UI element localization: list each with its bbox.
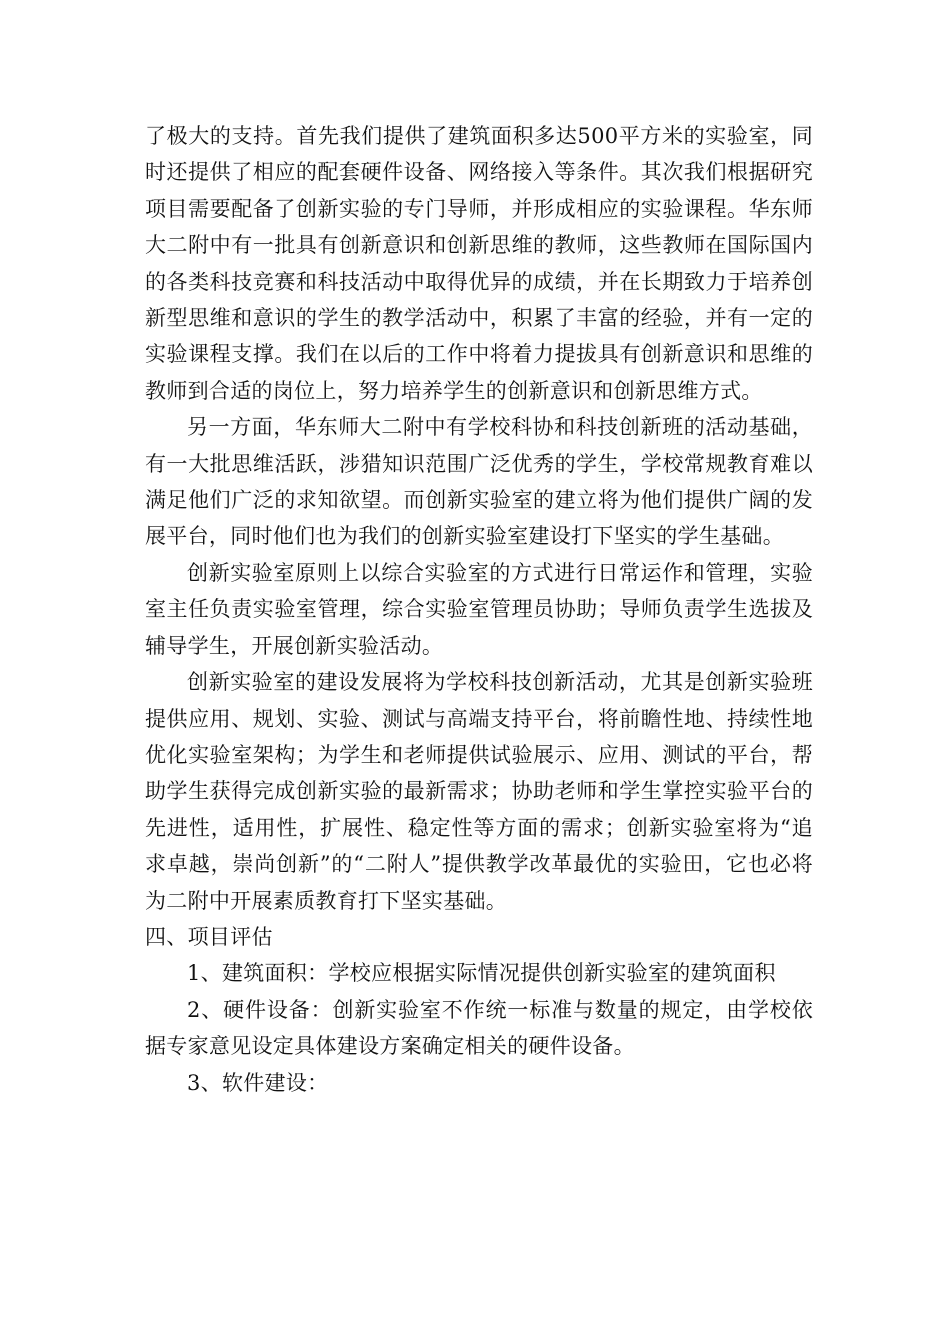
- paragraph-student-base: 另一方面，华东师大二附中有学校科协和科技创新班的活动基础，有一大批思维活跃，涉猎知识范围广泛优秀的学生，学校常规教育难以满足他们广泛的求知欲望。而创新实验室的建立将为他们提供广阔的发展平台，同时他们也为我们的创新实验室建设打下坚实的学生基础。: [145, 415, 813, 549]
- paragraph-lab-management: 创新实验室原则上以综合实验室的方式进行日常运作和管理，实验室主任负责实验室管理，综合实验室管理员协助；导师负责学生选拔及辅导学生，开展创新实验活动。: [145, 560, 813, 658]
- list-item-software: 3、软件建设：: [187, 1070, 329, 1095]
- list-item-hardware: 2、硬件设备：创新实验室不作统一标准与数量的规定，由学校依据专家意见设定具体建设方案确定相关的硬件设备。: [145, 997, 813, 1059]
- section-heading-project-evaluation: 四、项目评估: [145, 924, 273, 949]
- paragraph-lab-development: 创新实验室的建设发展将为学校科技创新活动，尤其是创新实验班提供应用、规划、实验、测试与高端支持平台，将前瞻性地、持续性地优化实验室架构；为学生和老师提供试验展示、应用、测试的平台，帮助学生获得完成创新实验的最新需求；协助老师和学生掌控实验平台的先进性，适用性，扩展性、稳定性等方面的需求；创新实验室将为“追求卓越，崇尚创新”的“二附人”提供教学改革最优的实验田，它也必将为二附中开展素质教育打下坚实基础。: [145, 670, 813, 913]
- document-body: [145, 118, 813, 1101]
- list-item-building-area: 1、建筑面积：学校应根据实际情况提供创新实验室的建筑面积: [187, 961, 776, 986]
- paragraph-lab-support: 了极大的支持。首先我们提供了建筑面积多达500平方米的实验室，同时还提供了相应的配套硬件设备、网络接入等条件。其次我们根据研究项目需要配备了创新实验的专门导师，并形成相应的实验课程。华东师大二附中有一批具有创新意识和创新思维的教师，这些教师在国际国内的各类科技竞赛和科技活动中取得优异的成绩，并在长期致力于培养创新型思维和意识的学生的教学活动中，积累了丰富的经验，并有一定的实验课程支撑。我们在以后的工作中将着力提拔具有创新意识和思维的教师到合适的岗位上，努力培养学生的创新意识和创新思维方式。: [145, 124, 813, 403]
